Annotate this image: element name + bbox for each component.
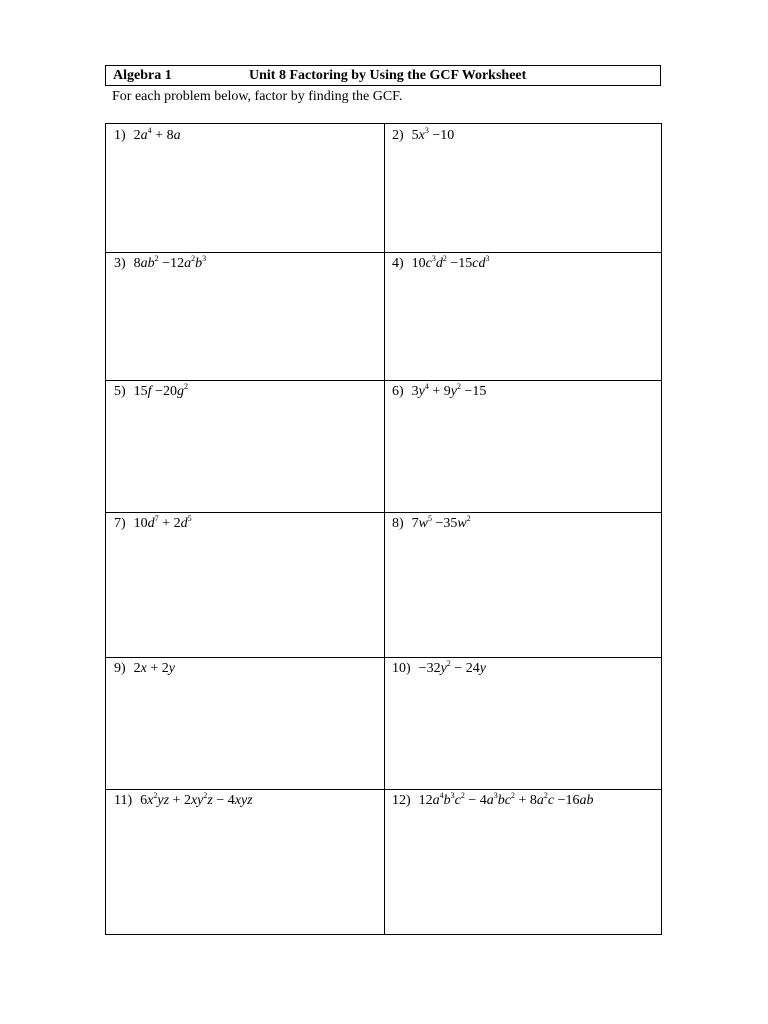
instructions: For each problem below, factor by finding the GCF.: [112, 89, 403, 104]
problem-expression: $2a^4 + 8a$: [133, 126, 181, 143]
problem-expression: $5x^3 -10$: [411, 126, 455, 143]
problem-grid: [105, 123, 662, 935]
problem-9: 9) 2x + 2y: [114, 661, 176, 676]
worksheet-title: Unit 8 Factoring by Using the GCF Worksheet: [249, 68, 527, 83]
problem-3: 3) $8ab^2 -12a^2b^3$: [114, 254, 207, 271]
row-divider: [106, 789, 661, 790]
problem-expression: $8ab^2 -12a^2b^3$: [133, 254, 207, 271]
row-divider: [106, 380, 661, 381]
problem-10: $10) -32y^2 - 24y$: [392, 659, 486, 676]
worksheet-header: [105, 65, 661, 86]
problem-expression: $-32y^2 - 24y$: [418, 659, 486, 676]
problem-expression: $3y^4 + 9y^2 -15$: [411, 382, 487, 399]
problem-5: 5) $15f -20g^2$: [114, 382, 188, 399]
problem-8: 8) $7w^5 -35w^2$: [392, 514, 471, 531]
column-divider: [384, 124, 385, 934]
problem-11: 11) $6x^2yz + 2xy^2z - 4xyz$: [114, 791, 253, 808]
problem-4: 4) $10c^3d^2 -15cd^3$: [392, 254, 490, 271]
problem-7: 7) $10d^7 + 2d^5$: [114, 514, 192, 531]
problem-2: 2) $5x^3 -10$: [392, 126, 455, 143]
problem-expression: $12a^4b^3c^2 - 4a^3bc^2 + 8a^2c -16ab$: [418, 791, 594, 808]
problem-expression: $15f -20g^2$: [133, 382, 188, 399]
row-divider: [106, 512, 661, 513]
problem-expression: $6x^2yz + 2xy^2z - 4xyz$: [140, 791, 253, 808]
problem-expression: 2x + 2y: [133, 661, 176, 676]
problem-12: 12) $12a^4b^3c^2 - 4a^3bc^2 + 8a^2c -16ab$: [392, 791, 594, 808]
course-name: Algebra 1: [113, 68, 172, 83]
problem-1: 1) $2a^4 + 8a$: [114, 126, 181, 143]
row-divider: [106, 657, 661, 658]
problem-expression: $10c^3d^2 -15cd^3$: [411, 254, 490, 271]
problem-expression: $7w^5 -35w^2$: [411, 514, 471, 531]
row-divider: [106, 252, 661, 253]
problem-6: 6) $3y^4 + 9y^2 -15$: [392, 382, 487, 399]
problem-expression: $10d^7 + 2d^5$: [133, 514, 192, 531]
